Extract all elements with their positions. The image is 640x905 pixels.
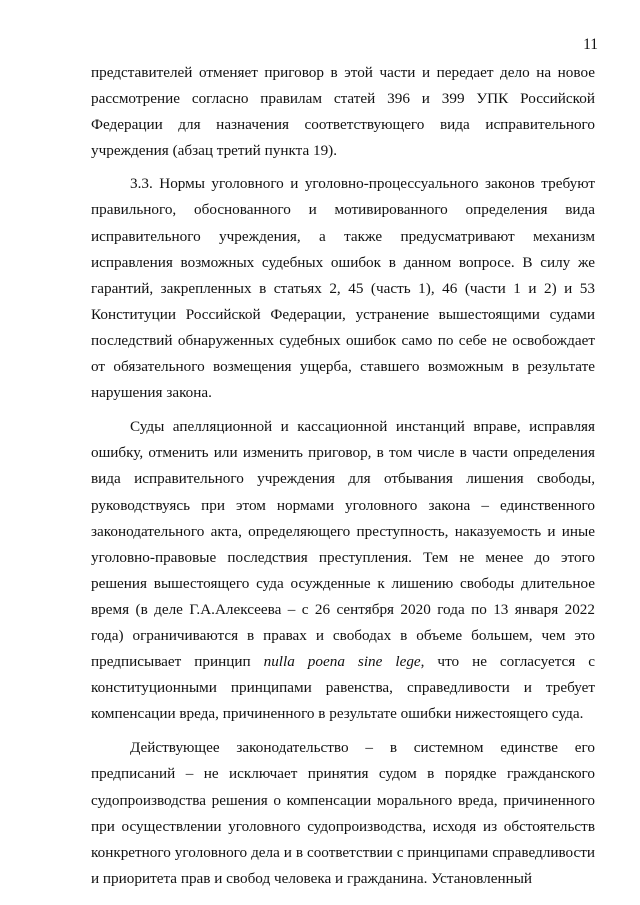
page-number: 11 [583,36,598,53]
paragraph-appeal-courts [91,414,595,727]
paragraph-section-3-3: 3.3. Нормы уголовного и уголовно-процессуального законов требуют правильного, обоснованного и мотивированного определения вида исправительного учреждения, а также предусматривают механизм исправления возможных судебных ошибок в данном вопросе. В силу же гарантий, закрепленных в статьях 2, 45 (часть 1), 46 (части 1 и 2) и 53 Конституции Российской Федерации, устранение вышестоящими судами последствий обнаруженных судебных ошибок само по себе не освобождает от обязательного возмещения ущерба, ставшего возможным в результате нарушения закона. [91,175,595,402]
document-body [91,60,595,892]
paragraph-text-before-latin: Суды апелляционной и кассационной инстанций вправе, исправляя ошибку, отменить или изменить приговор, в том числе в части определения вида исправительного учреждения для отбывания лишения свободы, руководствуясь при этом нормами уголовного закона – единственного законодательного акта, определяющего преступность, наказуемость и иные уголовно-правовые последствия преступления. Тем не менее до этого решения вышестоящего суда осужденные к лишению свободы длительное время (в деле Г.А.Алексеева – с 26 сентября 2020 года по 13 января 2022 года) ограничиваются в правах и свободах в объеме большем, чем это предписывает принцип [91,418,595,671]
paragraph-current-legislation: Действующее законодательство – в системном единстве его предписаний – не исключает принятия судом в порядке гражданского судопроизводства решения о компенсации морального вреда, причиненного при осуществлении уголовного судопроизводства, исходя из обстоятельств конкретного уголовного дела и в соответствии с принципами справедливости и приоритета прав и свобод человека и гражданина. Установленный [91,739,595,887]
paragraph-text-after-latin: , что не согласуется с конституционными принципами равенства, справедливости и требует компенсации вреда, причиненного в результате ошибки нижестоящего суда. [91,653,595,723]
latin-maxim: nulla poena sine lege [263,653,421,671]
paragraph-continuation: представителей отменяет приговор в этой части и передает дело на новое рассмотрение согласно правилам статей 396 и 399 УПК Российской Федерации для назначения соответствующего вида исправительного учреждения (абзац третий пункта 19). [91,64,595,160]
